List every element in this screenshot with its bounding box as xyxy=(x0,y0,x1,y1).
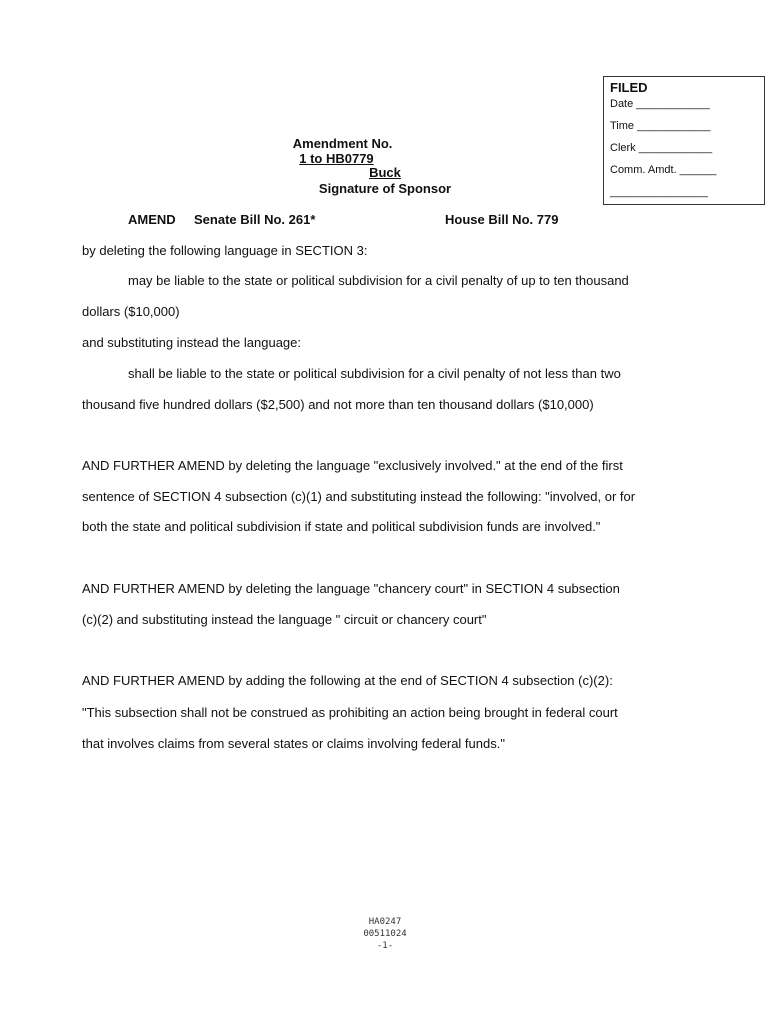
filed-stamp-box xyxy=(603,76,765,205)
filed-date: Date ____________ xyxy=(610,98,710,110)
body-line-5: shall be liable to the state or political subdivision for a civil penalty of not less than two xyxy=(128,366,621,381)
body-line-11: (c)(2) and substituting instead the language " circuit or chancery court" xyxy=(82,612,487,627)
footer-code-1: HA0247 xyxy=(368,917,402,927)
body-line-1: by deleting the following language in SECTION 3: xyxy=(82,243,368,258)
body-line-4: and substituting instead the language: xyxy=(82,335,302,350)
filed-time: Time ____________ xyxy=(610,120,711,132)
body-line-13: "This subsection shall not be construed as prohibiting an action being brought in federal court xyxy=(82,705,618,720)
body-line-12: AND FURTHER AMEND by adding the following at the end of SECTION 4 subsection (c)(2): xyxy=(82,673,613,688)
filed-comm-amdt: Comm. Amdt. ______ xyxy=(610,164,717,176)
amendment-number xyxy=(286,121,392,166)
body-line-14: that involves claims from several states or claims involving federal funds." xyxy=(82,736,505,751)
body-line-8: sentence of SECTION 4 subsection (c)(1) and substituting instead the following: "involved, or for xyxy=(82,489,636,504)
amend-label: AMEND xyxy=(128,212,176,227)
amendment-value: 1 to HB0779 xyxy=(299,151,374,166)
footer-code-2: 00511024 xyxy=(363,929,407,939)
body-line-2: may be liable to the state or political subdivision for a civil penalty of up to ten thousand xyxy=(128,273,629,288)
sponsor-name: Buck xyxy=(369,165,401,180)
amendment-label: Amendment No. xyxy=(292,136,393,151)
footer xyxy=(335,916,435,952)
body-line-9: both the state and political subdivision if state and political subdivision funds are involved." xyxy=(82,519,601,534)
body-line-3: dollars ($10,000) xyxy=(82,304,180,319)
filed-title: FILED xyxy=(610,80,648,95)
page-number: -1- xyxy=(376,941,394,951)
filed-clerk: Clerk ____________ xyxy=(610,142,713,154)
body-line-7: AND FURTHER AMEND by deleting the language "exclusively involved." at the end of the first xyxy=(82,458,623,473)
senate-bill: Senate Bill No. 261* xyxy=(194,212,316,227)
house-bill: House Bill No. 779 xyxy=(445,212,559,227)
body-line-10: AND FURTHER AMEND by deleting the language "chancery court" in SECTION 4 subsection xyxy=(82,581,620,596)
body-line-6: thousand five hundred dollars ($2,500) and not more than ten thousand dollars ($10,000) xyxy=(82,397,594,412)
sponsor-signature-label: Signature of Sponsor xyxy=(318,181,452,196)
filed-blank-line: ________________ xyxy=(610,186,708,198)
